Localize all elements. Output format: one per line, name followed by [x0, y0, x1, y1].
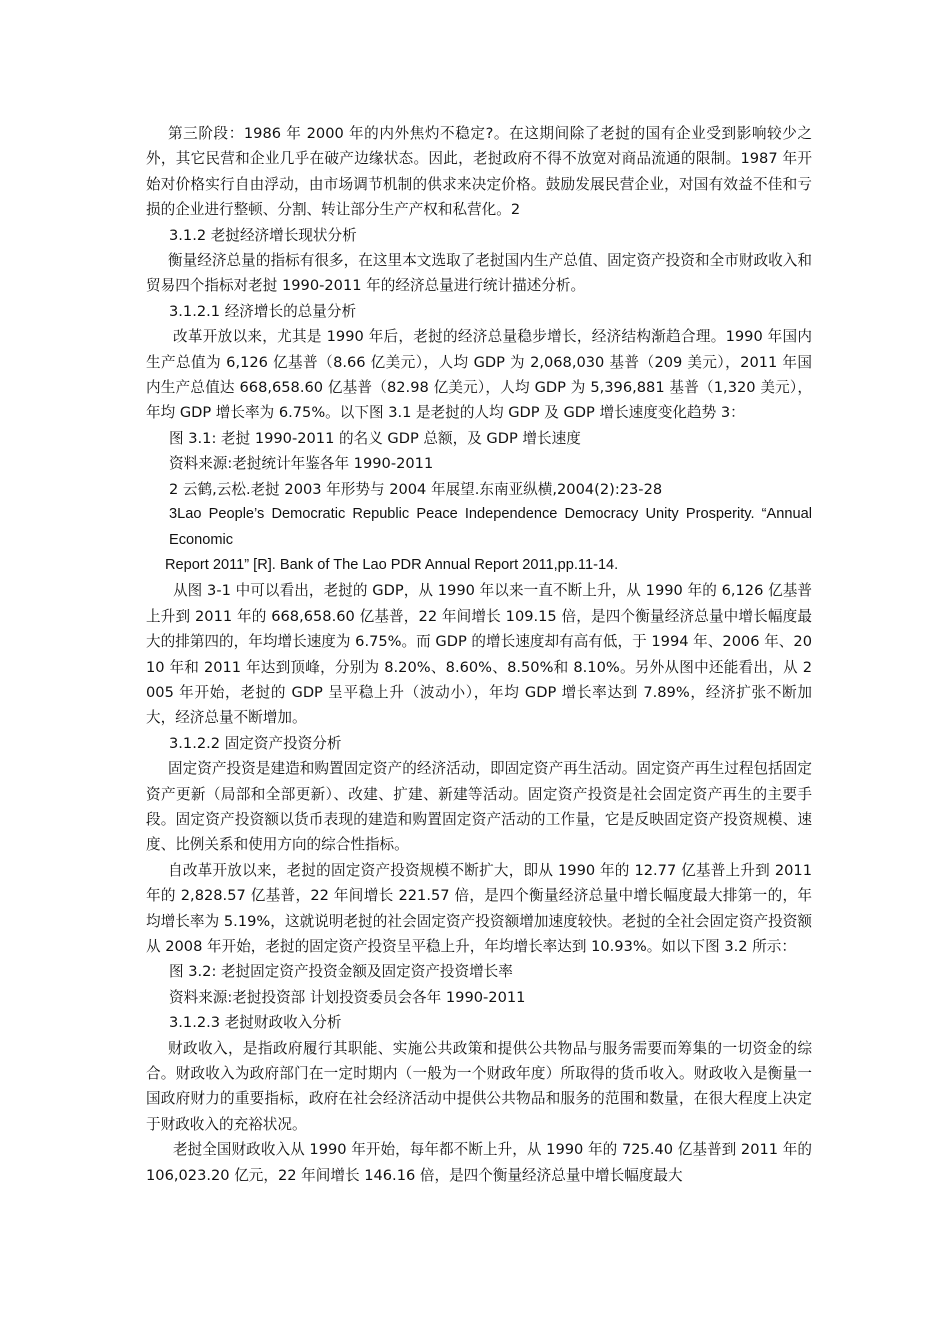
paragraph-stage-three: 第三阶段：1986 年 2000 年的内外焦灼不稳定?。在这期间除了老挝的国有企业受到影响较少之外，其它民营和企业几乎在破产边缘状态。因此，老挝政府不得不放宽对商品流通的限制。1987 年开始对价格实行自由浮动，由市场调节机制的供求来决定价格。鼓励发展民营企业，对国有效益不佳和亏损的企业进行整顿、分割、转让部分生产产权和私营化。2 [146, 125, 812, 219]
paragraph-fixed-asset-growth: 自改革开放以来，老挝的固定资产投资规模不断扩大，即从 1990 年的 12.77 亿基普上升到 2011 年的 2,828.57 亿基普，22 年间增长 221.57 倍，是四个衡量经济总量中增长幅度最大排第一的，年均增长率为 5.19%，这就说明老挝的社会固定资产投资额增加速度较快。老挝的全社会固定资产投资额从 2008 年开始，老挝的固定资产投资呈平稳上升，年均增长率达到 10.93%。如以下图 3.2 所示： [146, 861, 812, 955]
figure-caption-3-2: 图 3.2: 老挝固定资产投资金额及固定资产投资增长率 [169, 963, 513, 981]
figure-caption-3-1: 图 3.1: 老挝 1990-2011 的名义 GDP 总额，及 GDP 增长速度 [169, 429, 581, 447]
figure-source-3-1: 资料来源:老挝统计年鉴各年 1990-2011 [169, 455, 434, 473]
footnote-3-continued: Report 2011” [R]. Bank of The Lao PDR Annual Report 2011,pp.11-14. [165, 556, 619, 573]
section-heading-3-1-2-2: 3.1.2.2 固定资产投资分析 [169, 734, 342, 752]
figure-source-3-2: 资料来源:老挝投资部 计划投资委员会各年 1990-2011 [169, 988, 526, 1006]
document-body [146, 121, 812, 1188]
paragraph-fixed-asset-definition: 固定资产投资是建造和购置固定资产的经济活动，即固定资产再生活动。固定资产再生过程包括固定资产更新（局部和全部更新）、改建、扩建、新建等活动。固定资产投资是社会固定资产再生的主要手段。固定资产投资额以货币表现的建造和购置固定资产活动的工作量，它是反映固定资产投资规模、速度、比例关系和使用方向的综合性指标。 [146, 760, 812, 854]
paragraph-indicators: 衡量经济总量的指标有很多，在这里本文选取了老挝国内生产总值、固定资产投资和全市财政收入和贸易四个指标对老挝 1990-2011 年的经济总量进行统计描述分析。 [146, 252, 812, 295]
paragraph-gdp-overview: 改革开放以来，尤其是 1990 年后，老挝的经济总量稳步增长，经济结构渐趋合理。1990 年国内生产总值为 6,126 亿基普（8.66 亿美元），人均 GDP 为 2,068,030 基普（209 美元），2011 年国内生产总值达 668,658.60 亿基普（82.98 亿美元），人均 GDP 为 5,396,881 基普（1,320 美元），年均 GDP 增长率为 6.75%。以下图 3.1 是老挝的人均 GDP 及 GDP 增长速度变化趋势 3： [146, 328, 812, 422]
footnote-2: 2 云鹤,云松.老挝 2003 年形势与 2004 年展望.东南亚纵横,2004(2):23-28 [169, 480, 663, 498]
paragraph-gdp-analysis: 从图 3-1 中可以看出，老挝的 GDP，从 1990 年以来一直不断上升，从 1990 年的 6,126 亿基普上升到 2011 年的 668,658.60 亿基普，22 年间增长 109.15 倍，是四个衡量经济总量中增长幅度最大的排第四的，年均增长速度为 6.75%。而 GDP 的增长速度却有高有低，于 1994 年、2006 年、2010 年和 2011 年达到顶峰，分别为 8.20%、8.60%、8.50%和 8.10%。另外从图中还能看出，从 2005 年开始，老挝的 GDP 呈平稳上升（波动小），年均 GDP 增长率达到 7.89%，经济扩张不断加大，经济总量不断增加。 [146, 582, 812, 727]
section-heading-3-1-2-3: 3.1.2.3 老挝财政收入分析 [169, 1014, 342, 1032]
paragraph-fiscal-revenue-definition: 财政收入，是指政府履行其职能、实施公共政策和提供公共物品与服务需要而筹集的一切资金的综合。财政收入为政府部门在一定时期内（一般为一个财政年度）所取得的货币收入。财政收入是衡量一国政府财力的重要指标，政府在社会经济活动中提供公共物品和服务的范围和数量，在很大程度上决定于财政收入的充裕状况。 [146, 1039, 812, 1133]
section-heading-3-1-2: 3.1.2 老挝经济增长现状分析 [169, 226, 357, 244]
paragraph-fiscal-revenue-growth: 老挝全国财政收入从 1990 年开始，每年都不断上升，从 1990 年的 725.40 亿基普到 2011 年的 106,023.20 亿元，22 年间增长 146.16 倍，是四个衡量经济总量中增长幅度最大 [146, 1141, 812, 1184]
section-heading-3-1-2-1: 3.1.2.1 经济增长的总量分析 [169, 302, 357, 320]
footnote-3: 3Lao People’s Democratic Republic Peace Independence Democracy Unity Prosperity. “Annual Economic [169, 506, 812, 548]
